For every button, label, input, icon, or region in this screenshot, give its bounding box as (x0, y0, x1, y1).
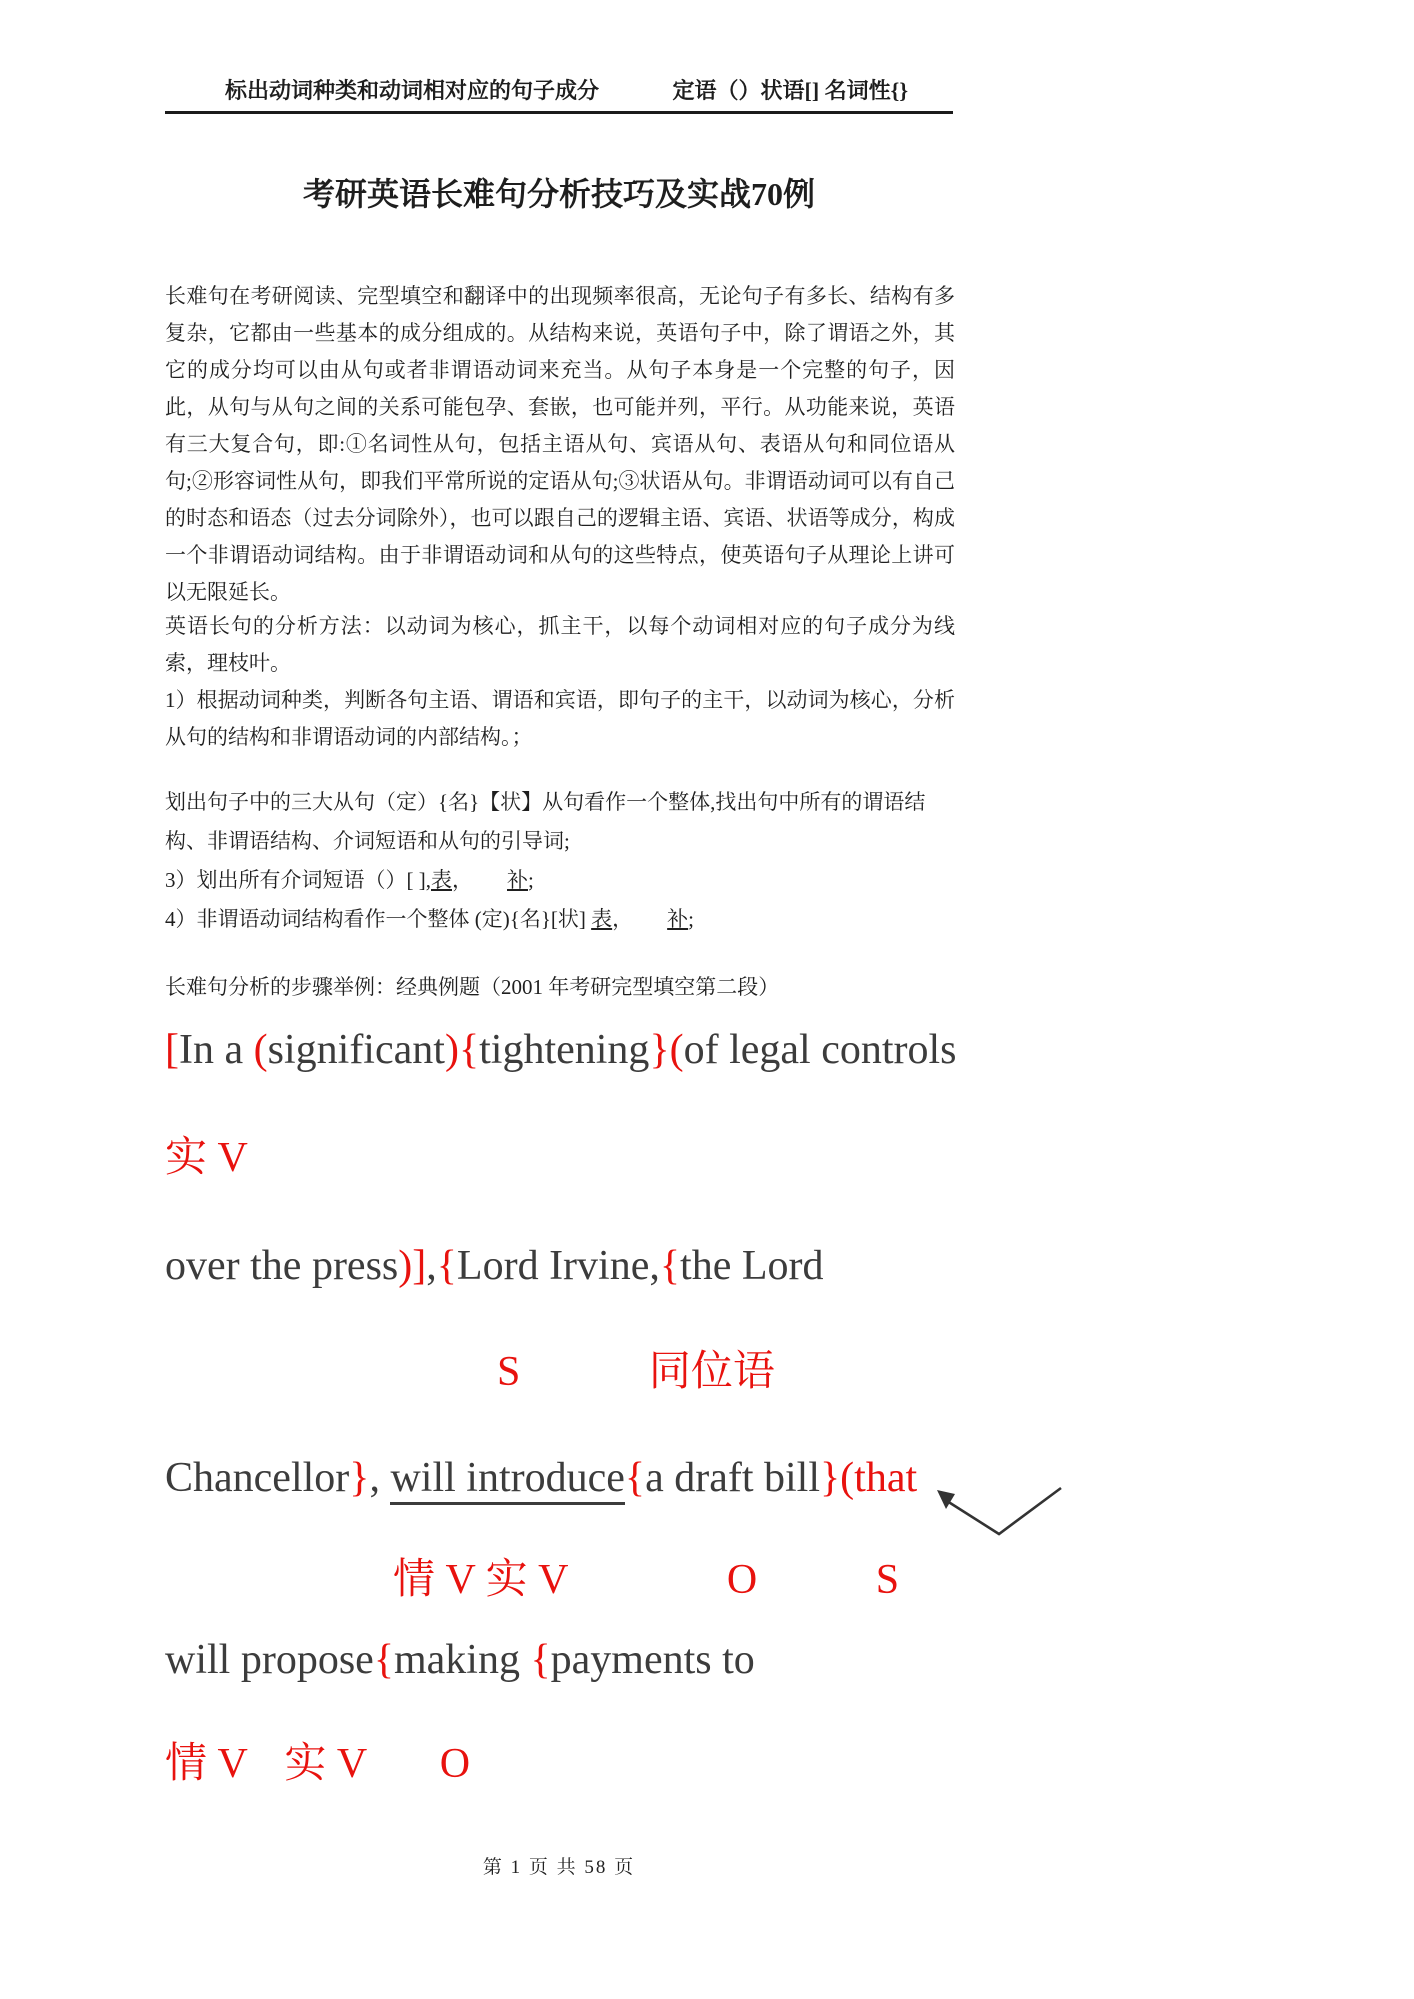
annotation-shi-v-2: 实 V (284, 1741, 368, 1787)
sentence-segment: a draft bill (645, 1455, 820, 1501)
sentence-segment: the Lord (680, 1243, 824, 1289)
annotation-line-3 (165, 1552, 1405, 1608)
sentence-segment: , (426, 1243, 437, 1289)
step4-text (165, 900, 955, 939)
step3-text (165, 861, 955, 900)
header-left-label: 标出动词种类和动词相对应的句子成分 (225, 78, 600, 103)
sentence-segment: ) (444, 1027, 459, 1073)
sentence-segment: { (373, 1637, 394, 1683)
annotation-object-2: O (439, 1741, 471, 1787)
sentence-segment: will introduce (390, 1455, 624, 1505)
sentence-line-3 (165, 1450, 1405, 1506)
step3-lead: 3）划出所有介词短语（）[ ], (165, 868, 431, 892)
annotation-subject: S (497, 1349, 521, 1395)
that-to-bill-arrow-icon (933, 1482, 1069, 1540)
sentence-segment: will propose (165, 1637, 374, 1683)
steps-paragraph (165, 783, 955, 939)
sentence-segment: over the press (165, 1243, 399, 1289)
sentence-segment: { (530, 1637, 551, 1683)
annotation-line-2 (165, 1344, 1405, 1400)
step4-bu: 补 (667, 907, 689, 931)
step1-text: 1）根据动词种类，判断各句主语、谓语和宾语，即句子的主干，以动词为核心，分析从句的结构和非谓语动词的内部结构。； (165, 688, 955, 749)
step4-biao: 表 (591, 907, 613, 931)
sentence-segment: (that (840, 1455, 918, 1501)
sentence-segment: tightening (479, 1027, 650, 1073)
sentence-segment: of legal controls (683, 1027, 957, 1073)
method-text: 英语长句的分析方法：以动词为核心，抓主干，以每个动词相对应的句子成分为线索，理枝叶。 (165, 614, 955, 675)
sentence-segment: } (820, 1455, 841, 1501)
sentence-segment: [ (165, 1027, 179, 1073)
step2-text: 划出句子中的三大从句（定）{名}【状】从句看作一个整体,找出句中所有的谓语结构、非谓语结构、介词短语和从句的引导词; (165, 790, 926, 853)
sentence-segment: { (436, 1243, 457, 1289)
footer-page-number: 第 1 页 共 58 页 (482, 1857, 636, 1878)
annotation-qing-v: 情 V (165, 1741, 248, 1787)
method-paragraph (165, 608, 955, 756)
sentence-segment: making (393, 1637, 531, 1683)
sentence-segment: )] (398, 1243, 427, 1289)
sentence-line-1 (165, 1022, 1405, 1078)
sentence-segment: } (349, 1455, 370, 1501)
annotation-qing-v-shi-v: 情 V 实 V (393, 1557, 569, 1603)
header-right-label: 定语（）状语[] 名词性{} (672, 78, 908, 103)
example-caption: 长难句分析的步骤举例：经典例题（2001 年考研完型填空第二段） (165, 975, 780, 999)
sentence-segment: significant (267, 1027, 445, 1073)
sentence-segment: { (624, 1455, 646, 1501)
annotation-line-4 (165, 1736, 1405, 1792)
annotation-line-1 (165, 1130, 1405, 1186)
document-title: 考研英语长难句分析技巧及实战70例 (302, 176, 815, 212)
step3-end: ; (528, 868, 534, 892)
step4-lead: 4）非谓语动词结构看作一个整体 (定){名}[状] (165, 907, 592, 931)
sentence-segment: , (369, 1455, 391, 1501)
intro-paragraph: 长难句在考研阅读、完型填空和翻译中的出现频率很高，无论句子有多长、结构有多复杂，它都由一些基本的成分组成的。从结构来说，英语句子中，除了谓语之外，其它的成分均可以由从句或者非谓语动词来充当。从句子本身是一个完整的句子，因此，从句与从句之间的关系可能包孕、套嵌，也可能并列，平行。从功能来说，英语有三大复合句，即:①名词性从句，包括主语从句、宾语从句、表语从句和同位语从句;②形容词性从句，即我们平常所说的定语从句;③状语从句。非谓语动词可以有自己的时态和语态（过去分词除外），也可以跟自己的逻辑主语、宾语、状语等成分，构成一个非谓语动词结构。由于非谓语动词和从句的这些特点，使英语句子从理论上讲可以无限延长。 (165, 284, 955, 604)
sentence-segment: ( (253, 1027, 268, 1073)
sentence-segment: } (649, 1027, 670, 1073)
sentence-segment: payments to (550, 1637, 755, 1683)
sentence-segment: ( (669, 1027, 684, 1073)
page-header (165, 66, 953, 114)
sentence-segment: Lord Irvine, (456, 1243, 660, 1289)
sentence-line-4 (165, 1632, 1405, 1688)
annotation-object: O (726, 1557, 758, 1603)
annotation-subject-2: S (875, 1557, 900, 1603)
sentence-segment: In a (179, 1027, 254, 1073)
step3-biao: 表 (431, 868, 452, 892)
step3-comma: ， (452, 868, 473, 892)
sentence-segment: { (659, 1243, 681, 1289)
step4-end: ; (688, 907, 694, 931)
step3-bu: 补 (507, 868, 528, 892)
annotation-appositive: 同位语 (648, 1349, 775, 1395)
annotation-shi-v: 实 V (165, 1135, 248, 1181)
sentence-segment: Chancellor (165, 1455, 350, 1501)
step4-comma: ， (612, 907, 634, 931)
sentence-segment: { (458, 1027, 480, 1073)
sentence-line-2 (165, 1238, 1405, 1294)
